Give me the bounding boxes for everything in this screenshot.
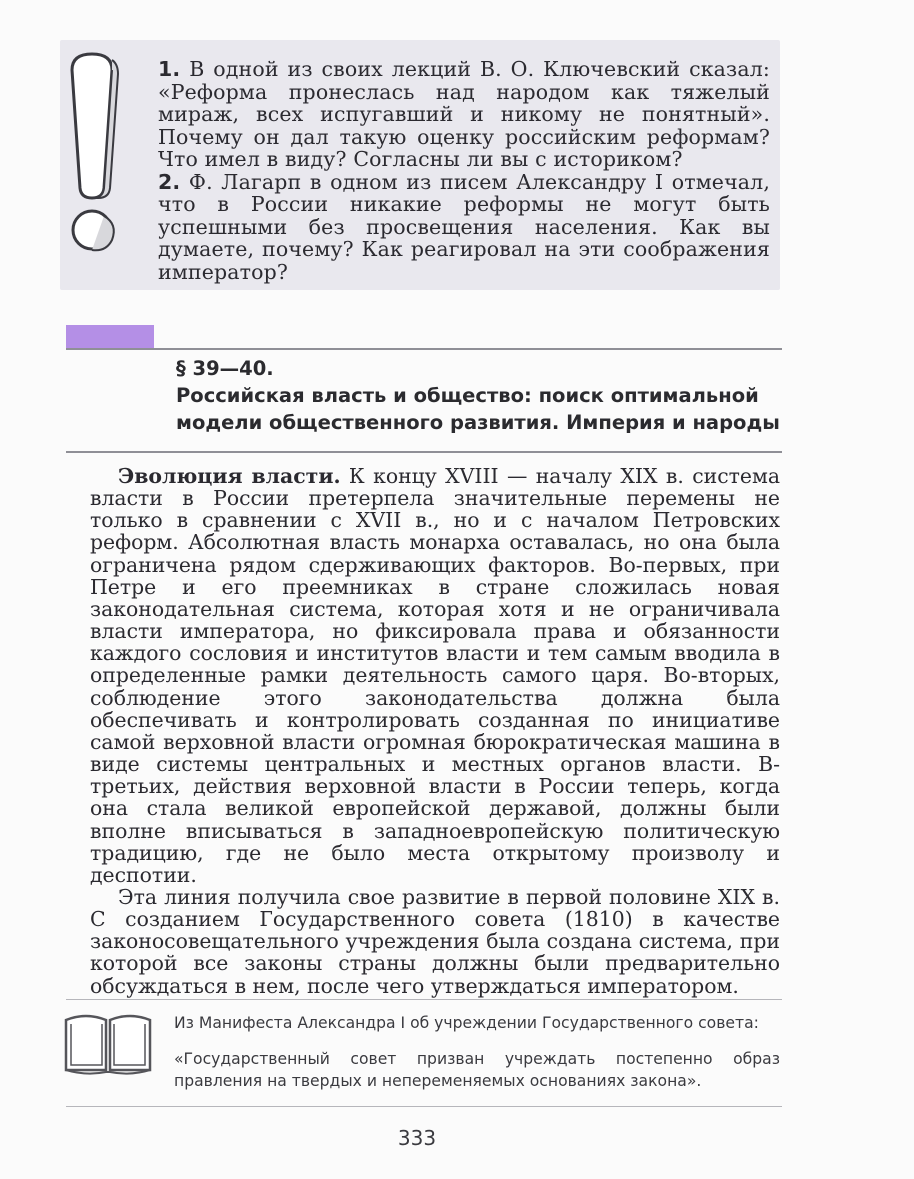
body-text: [90, 465, 780, 997]
open-book-icon: [62, 1010, 154, 1076]
quote-rule-bottom: [66, 1106, 782, 1107]
section-rule-bottom: [66, 451, 782, 453]
quote-text: «Государственный совет призван учреждать постепенно образ правления на твердых и непеременяемых основаниях закона».: [174, 1050, 780, 1090]
paragraph-1: [90, 465, 780, 886]
quote-rule-top: [66, 999, 782, 1000]
section-number: § 39—40.: [176, 357, 274, 380]
question-2-text: Ф. Лагарп в одном из писем Александру I отмечал, что в России никакие реформы не могут быть успешными без просвещения населения. Как вы думаете, почему? Как реагировал на эти соображения император?: [158, 169, 770, 284]
quote-source: Из Манифеста Александра I об учреждении Государственного совета:: [174, 1014, 759, 1032]
question-2-number: 2.: [158, 169, 181, 194]
paragraph-2: Эта линия получила свое развитие в первой половине XIX в. С созданием Государственного совета (1810) в качестве законосовещательного учреждения была создана система, при которой все законы страны должны были предварительно обсуждаться в нем, после чего утверждаться императором.: [90, 884, 780, 998]
paragraph-1-text: К концу XVIII — началу XIX в. система власти в России претерпела значительные перемены не только в сравнении с XVII в., но и с началом Петровских реформ. Абсолютная власть монарха оставалась, но она была ограничена рядом сдерживающих факторов. Во-первых, при Петре и его преемниках в стране сложилась новая законодательная система, которая хотя и не ограничивала власти императора, но фиксировала права и обязанности каждого сословия и институтов власти и тем самым вводила в определенные рамки деятельность самого царя. Во-вторых, соблюдение этого законодательства должна была обеспечивать и контролировать созданная по инициативе самой верховной власти огромная бюрократическая машина в виде системы центральных и местных органов власти. В-третьих, действия верховной власти в России теперь, когда она стала великой европейской державой, должны были вполне вписываться в западноевропейскую политическую традицию, где не было места открытому произволу и деспотии.: [90, 464, 780, 887]
section-title-line2: модели общественного развития. Империя и народы: [176, 411, 780, 434]
section-heading: [176, 355, 786, 436]
questions-text: [158, 58, 770, 283]
question-1: [158, 58, 770, 171]
question-1-number: 1.: [158, 57, 181, 81]
question-1-text: В одной из своих лекций В. О. Ключевский сказал: «Реформа пронеслась над народом как тяжелый мираж, всех испугавший и никому не понятный». Почему он дал такую оценку российским реформам? Что имел в виду? Согласны ли вы с историком?: [158, 57, 770, 171]
paragraph-lead: Эволюция власти.: [118, 464, 341, 488]
section-rule-top: [66, 348, 782, 350]
section-accent-bar: [66, 325, 154, 349]
quote-block: [174, 1012, 780, 1092]
question-2: [158, 171, 770, 284]
section-title-line1: Российская власть и общество: поиск оптимальной: [176, 384, 759, 407]
page-number: 333: [397, 1126, 437, 1150]
exclamation-icon: [62, 48, 128, 258]
